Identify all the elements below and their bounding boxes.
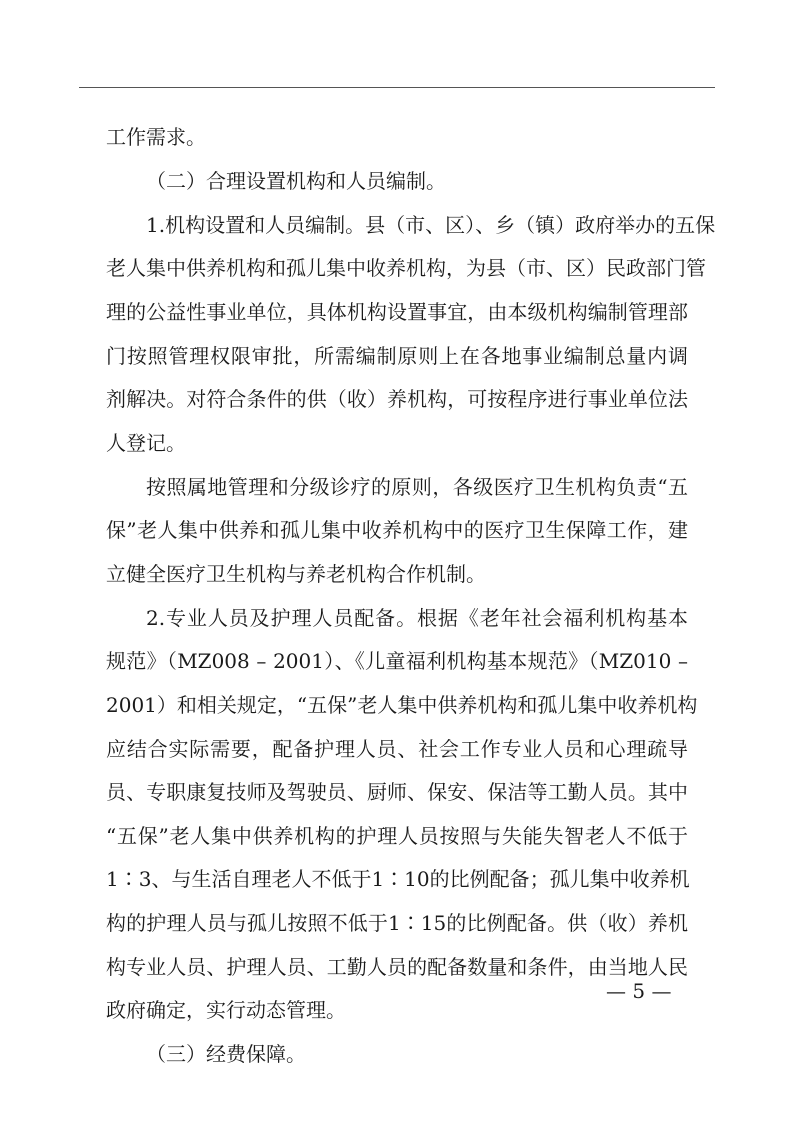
section-heading: （三）经费保障。 xyxy=(146,1042,306,1066)
text-line: 应结合实际需要，配备护理人员、社会工作专业人员和心理疏导 xyxy=(106,737,688,761)
section-heading: （二）合理设置机构和人员编制。 xyxy=(146,169,446,193)
text-line: 构的护理人员与孤儿按照不低于1∶15的比例配备。供（收）养机 xyxy=(106,911,688,935)
text-line: 构专业人员、护理人员、工勤人员的配备数量和条件，由当地人民 xyxy=(106,955,688,979)
text-line: 2001）和相关规定，“五保”老人集中供养机构和孤儿集中收养机构 xyxy=(106,693,698,717)
page-number: — 5 — xyxy=(606,979,672,1003)
text-line: 理的公益性事业单位，具体机构设置事宜，由本级机构编制管理部 xyxy=(106,300,688,324)
text-line: 1.机构设置和人员编制。县（市、区）、乡（镇）政府举办的五保 xyxy=(146,213,716,237)
text-line: 门按照管理权限审批，所需编制原则上在各地事业编制总量内调 xyxy=(106,344,688,368)
text-line: 立健全医疗卫生机构与养老机构合作机制。 xyxy=(106,562,486,586)
text-line: 剂解决。对符合条件的供（收）养机构，可按程序进行事业单位法 xyxy=(106,387,688,411)
text-line: 按照属地管理和分级诊疗的原则，各级医疗卫生机构负责“五 xyxy=(146,475,688,499)
text-line: 保”老人集中供养和孤儿集中收养机构中的医疗卫生保障工作，建 xyxy=(106,518,688,542)
text-line: 员、专职康复技师及驾驶员、厨师、保安、保洁等工勤人员。其中 xyxy=(106,780,688,804)
text-line: 政府确定，实行动态管理。 xyxy=(106,998,346,1022)
text-line: 人登记。 xyxy=(106,431,186,455)
text-line: 工作需求。 xyxy=(106,125,206,149)
text-line: 规范》（MZ008 – 2001）、《儿童福利机构基本规范》（MZ010 – xyxy=(106,649,688,673)
text-line: “五保”老人集中供养机构的护理人员按照与失能失智老人不低于 xyxy=(106,824,688,848)
text-line: 1∶3、与生活自理老人不低于1∶10的比例配备；孤儿集中收养机 xyxy=(106,867,690,891)
header-rule xyxy=(79,87,715,88)
text-line: 老人集中供养机构和孤儿集中收养机构，为县（市、区）民政部门管 xyxy=(106,256,706,280)
text-line: 2.专业人员及护理人员配备。根据《老年社会福利机构基本 xyxy=(146,606,688,630)
